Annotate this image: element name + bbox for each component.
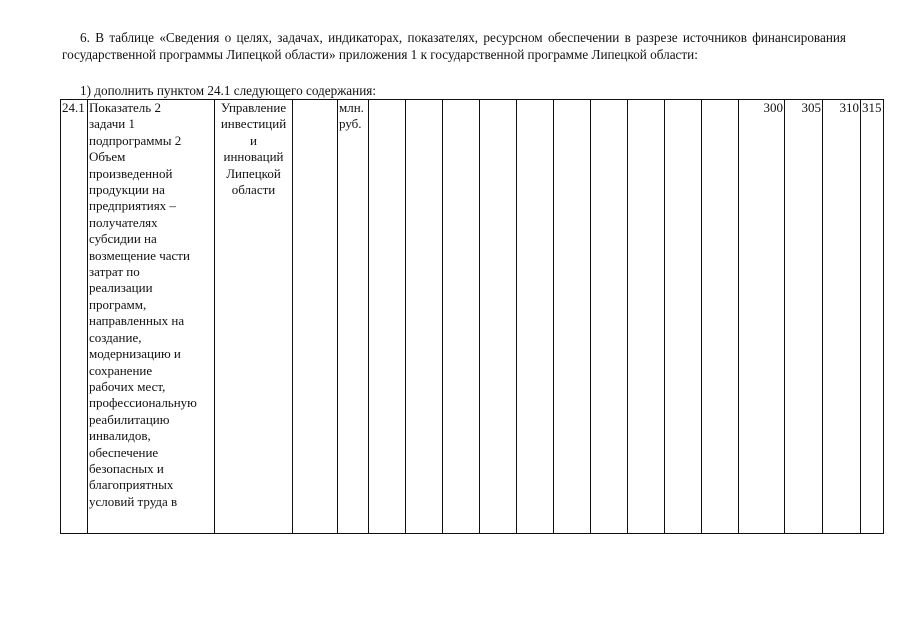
- indicator-line: сохранение: [89, 362, 153, 378]
- indicator-line: возмещение части: [89, 247, 190, 263]
- empty-cell: [591, 100, 628, 534]
- unit-line: руб.: [339, 116, 362, 132]
- indicator-line: продукции на: [89, 182, 165, 198]
- indicator-line: благоприятных: [89, 477, 174, 493]
- indicator-line: профессиональную: [89, 395, 197, 411]
- amendment-table: [60, 99, 884, 534]
- empty-cell: [554, 100, 591, 534]
- empty-cell: [517, 100, 554, 534]
- value-cell: 305: [785, 100, 823, 534]
- empty-cell: [443, 100, 480, 534]
- indicator-line: направленных на: [89, 313, 185, 329]
- indicator-line: Показатель 2: [89, 100, 161, 115]
- responsible-line: инноваций: [223, 149, 284, 165]
- indicator-line: рабочих мест,: [89, 378, 166, 394]
- amendment-intro-paragraph: 6. В таблице «Сведения о целях, задачах, индикаторах, показателях, ресурсном обеспечении в разрезе источников финансирования государственной программы Липецкой области» приложения 1 к государственной программе Липецкой области:: [62, 30, 846, 62]
- value-cell: 310: [823, 100, 861, 534]
- unit-cell: [338, 100, 369, 534]
- indicator-line: безопасных и: [89, 460, 164, 476]
- empty-cell: [480, 100, 517, 534]
- row-number-cell: 24.1: [61, 100, 88, 534]
- responsible-line: и: [250, 132, 257, 148]
- indicator-line: условий труда в: [89, 493, 178, 509]
- responsible-line: Управление: [220, 100, 287, 115]
- empty-cell: [702, 100, 739, 534]
- amendment-subpoint: 1) дополнить пунктом 24.1 следующего содержания:: [80, 83, 377, 98]
- indicator-line: Объем: [89, 149, 126, 165]
- responsible-line: области: [231, 182, 276, 198]
- responsible-line: инвестиций: [220, 116, 287, 132]
- empty-cell: [665, 100, 702, 534]
- responsible-executor-cell: [215, 100, 293, 534]
- empty-cell: [369, 100, 406, 534]
- table-row: [61, 100, 884, 534]
- indicator-line: затрат по: [89, 264, 140, 280]
- indicator-line: инвалидов,: [89, 428, 151, 444]
- indicator-line: субсидии на: [89, 231, 157, 247]
- indicator-line: предприятиях –: [89, 198, 176, 214]
- indicator-line: задачи 1: [89, 116, 136, 132]
- indicator-line: модернизацию и: [89, 346, 181, 362]
- indicator-line: подпрограммы 2: [89, 132, 182, 148]
- indicator-line: получателях: [89, 214, 158, 230]
- value-cell: 315: [861, 100, 884, 534]
- indicator-line: создание,: [89, 329, 142, 345]
- empty-cell: [406, 100, 443, 534]
- indicator-line: произведенной: [89, 165, 173, 181]
- value-cell: 300: [739, 100, 785, 534]
- indicator-line: программ,: [89, 296, 147, 312]
- empty-cell: [293, 100, 338, 534]
- indicator-line: обеспечение: [89, 444, 159, 460]
- empty-cell: [628, 100, 665, 534]
- responsible-line: Липецкой: [226, 165, 281, 181]
- indicator-line: реализации: [89, 280, 153, 296]
- indicator-line: реабилитацию: [89, 411, 170, 427]
- indicator-name-cell: [88, 100, 215, 534]
- unit-line: млн.: [339, 100, 364, 115]
